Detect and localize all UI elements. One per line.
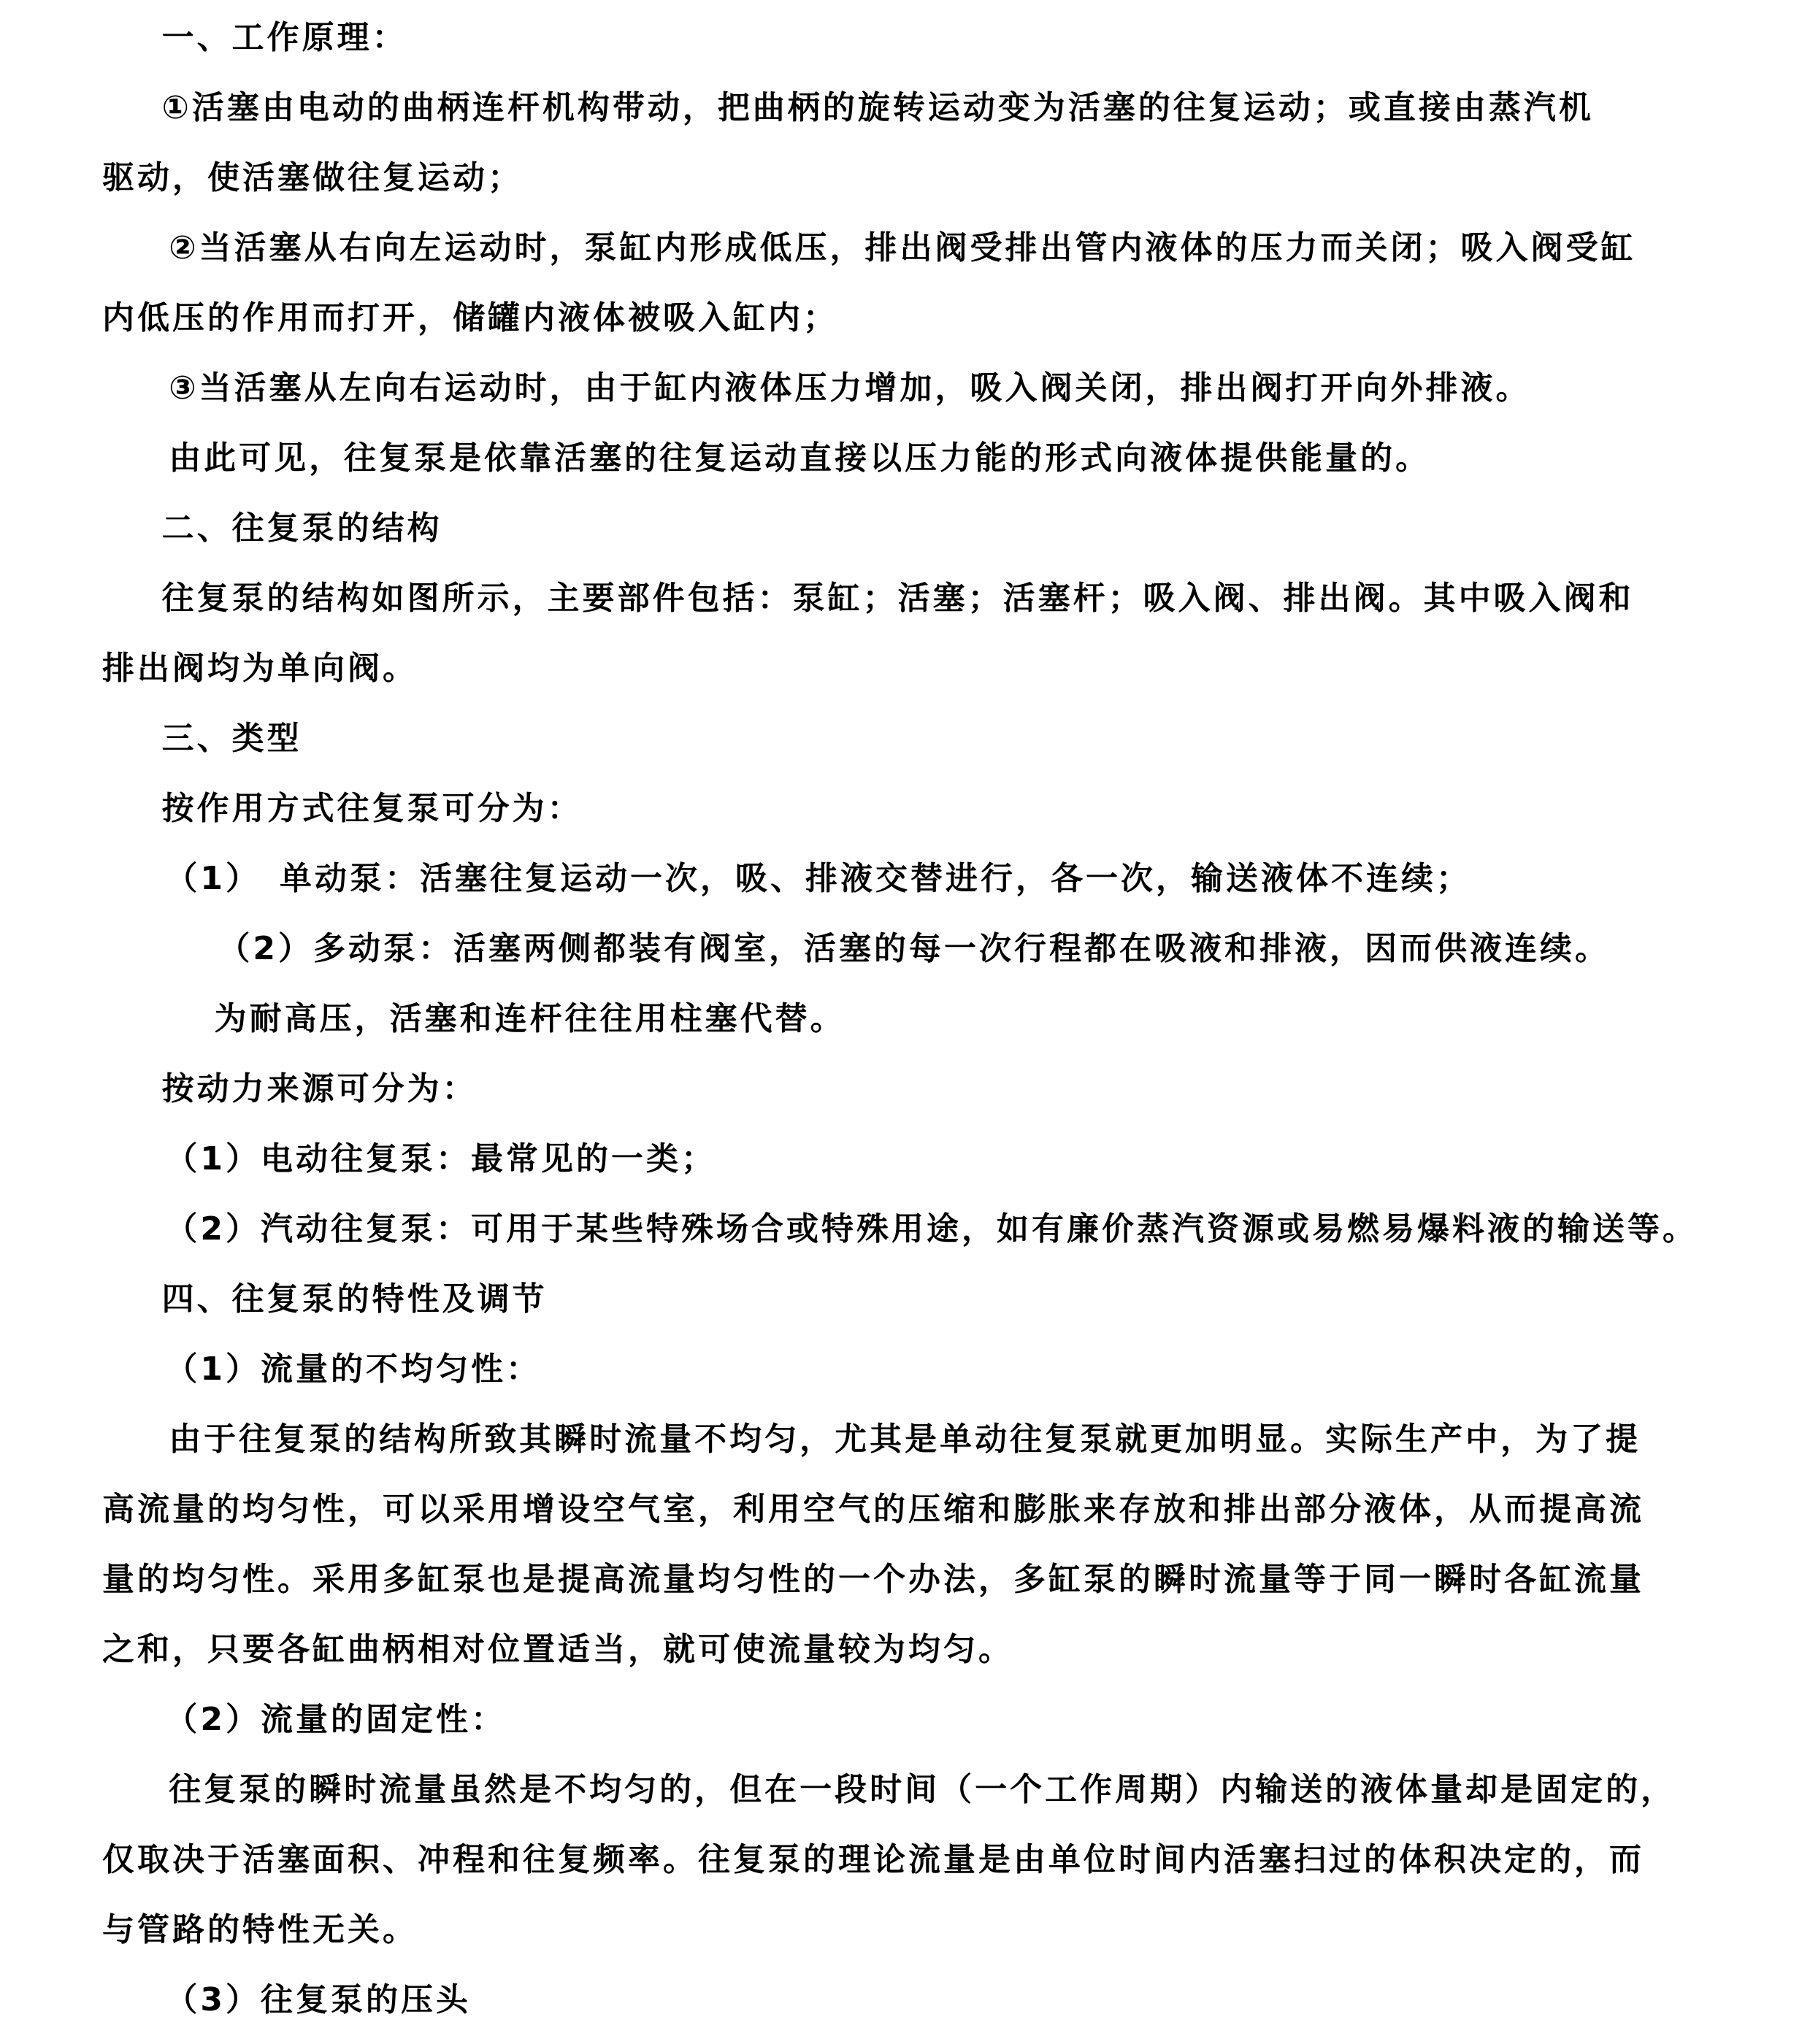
text-line: 量的均匀性。采用多缸泵也是提高流量均匀性的一个办法，多缸泵的瞬时流量等于同一瞬时各缸流量 [102,1561,1644,1598]
text-line: 由此可见，往复泵是依靠活塞的往复运动直接以压力能的形式向液体提供能量的。 [169,439,1431,477]
text-line: （2）多动泵：活塞两侧都装有阀室，活塞的每一次行程都在吸液和排液，因而供液连续。 [218,930,1611,967]
text-line: ①活塞由电动的曲柄连杆机构带动，把曲柄的旋转运动变为活塞的往复运动；或直接由蒸汽机 [161,89,1594,126]
text-line: ②当活塞从右向左运动时，泵缸内形成低压，排出阀受排出管内液体的压力而关闭；吸入阀受缸 [169,229,1636,266]
text-line: 往复泵的瞬时流量虽然是不均匀的，但在一段时间（一个工作周期）内输送的液体量却是固定的， [169,1771,1676,1808]
text-line: 排出阀均为单向阀。 [102,650,418,687]
text-line: 二、往复泵的结构 [161,510,442,547]
text-line: （3）往复泵的压头 [165,1981,472,2018]
text-line: 驱动，使活塞做往复运动； [102,159,523,196]
text-line: 四、往复泵的特性及调节 [161,1280,548,1318]
document-body [102,3,1717,2035]
text-line: 三、类型 [161,720,302,757]
text-line: 之和，只要各缸曲柄相对位置适当，就可使流量较为均匀。 [102,1631,1013,1668]
text-line: 与管路的特性无关。 [102,1911,418,1948]
text-line: （2）汽动往复泵：可用于某些特殊场合或特殊用途，如有廉价蒸汽资源或易燃易爆料液的输送等。 [165,1210,1698,1248]
text-line: 高流量的均匀性，可以采用增设空气室，利用空气的压缩和膨胀来存放和排出部分液体，从而提高流 [102,1491,1644,1528]
text-line: 由于往复泵的结构所致其瞬时流量不均匀，尤其是单动往复泵就更加明显。实际生产中，为了提 [169,1421,1641,1458]
text-line: 内低压的作用而打开，储罐内液体被吸入缸内； [102,299,838,337]
text-line: （2）流量的固定性： [165,1701,507,1738]
text-line: 为耐高压，活塞和连杆往往用柱塞代替。 [214,1000,845,1037]
text-line: 往复泵的结构如图所示，主要部件包括：泵缸；活塞；活塞杆；吸入阀、排出阀。其中吸入阀和 [161,580,1634,617]
text-line: （1）流量的不均匀性： [165,1350,542,1388]
text-line: 按动力来源可分为： [161,1070,478,1107]
text-line: 仅取决于活塞面积、冲程和往复频率。往复泵的理论流量是由单位时间内活塞扫过的体积决定的，而 [102,1841,1644,1878]
text-line: （1）电动往复泵：最常见的一类； [165,1140,717,1177]
text-line: 按作用方式往复泵可分为： [161,790,583,827]
text-line: （1） 单动泵：活塞往复运动一次，吸、排液交替进行，各一次，输送液体不连续； [165,860,1472,897]
text-line: ③当活塞从左向右运动时，由于缸内液体压力增加，吸入阀关闭，排出阀打开向外排液。 [169,369,1531,407]
text-line: 一、工作原理： [161,19,407,56]
